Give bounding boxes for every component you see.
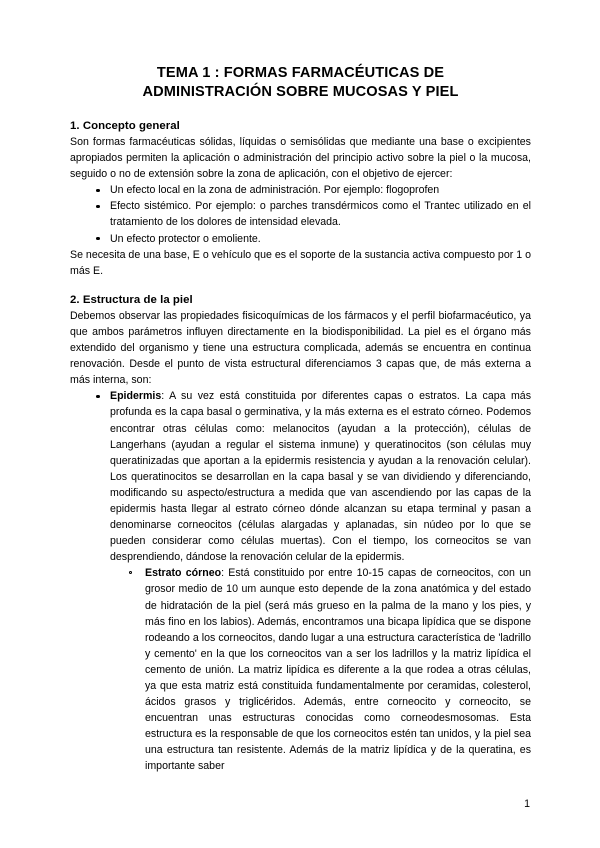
section-1-intro-paragraph: Son formas farmacéuticas sólidas, líquidas o semisólidas que mediante una base o excipientes apropiados permiten la aplicación o administración del principio activo sobre la piel o la mucosa, seguido o no de extensión sobre la zona de aplicación, con el objetivo de ejercer: xyxy=(70,136,531,181)
list-item xyxy=(70,182,531,198)
list-item xyxy=(70,231,531,247)
list-item-text: Un efecto protector o emoliente. xyxy=(110,232,261,245)
bullet-ring-icon xyxy=(129,571,132,574)
bullet-dot-icon xyxy=(96,205,100,209)
bullet-dot-icon xyxy=(96,189,100,193)
section-heading-estructura-de-la-piel: 2. Estructura de la piel xyxy=(70,293,193,306)
section-spacer xyxy=(70,279,531,292)
bullet-dot-icon xyxy=(96,395,100,399)
section-1-bullet-list xyxy=(70,182,531,246)
sub-list-item-label-suffix: : xyxy=(221,567,225,580)
sub-list-item-text: Está constituido por entre 10-15 capas de corneocitos, con un grosor medio de 10 um aunque esto depende de la zona anatómica y del estado de hidratación de la piel (será más grueso en la palma de la mano y los pies, y más fino en los labios). Además, encontramos una bicapa lipídica que se dispone rodeando a los corneocitos, dando lugar a una estructura característica de 'ladrillo y cemento' en la que los corneocitos van a ser los ladrillos y la matriz lipídica el cemento de unión. La matriz lipídica es diferente a la que rodea a otras células, ya que esta matriz está constituida fundamentalmente por ceramidas, colesterol, ácidos grasos y triglicéridos. Además, entre corneocito y corneocito, se encuentran unas estructuras conocidas como corneodesmosomas. Esta estructura es la responsable de que los corneocitos estén tan unidos, y la piel sea una estructura tan resistente. Además de la matriz lipídica y de la queratina, es importante saber xyxy=(145,567,531,773)
section-2-intro-paragraph: Debemos observar las propiedades fisicoquímicas de los fármacos y el perfil biofarmacéutico, ya que ambos parámetros influyen directamente en la biodisponibilidad. La piel es el órgano más extendido del organismo y tiene una estructura complicada, además se encuentra en continua renovación. Desde el punto de vista estructural diferenciamos 3 capas que, de más externa a más interna, son: xyxy=(70,309,531,387)
page-number: 1 xyxy=(524,798,530,810)
list-item-label: Epidermis xyxy=(110,390,162,403)
list-item xyxy=(70,388,531,774)
list-item-text: Efecto sistémico. Por ejemplo: o parches transdérmicos como el Trantec utilizado en el tratamiento de los dolores de intensidad elevada. xyxy=(110,200,531,229)
title-line-1: TEMA 1 : FORMAS FARMACÉUTICAS DE xyxy=(156,65,445,81)
list-item xyxy=(110,565,531,774)
section-1-closing-paragraph: Se necesita de una base, E o vehículo que es el soporte de la sustancia activa compuesto por 1 o más E. xyxy=(70,248,531,277)
sub-list-item-label: Estrato córneo xyxy=(145,567,222,580)
document-body xyxy=(70,64,531,775)
list-item-text: A su vez está constituida por diferentes capas o estratos. La capa más profunda es la capa basal o germinativa, y la más externa es el estrato córneo. Podemos encontrar otras células como: melanocitos (ayudan a la protección), células de Langerhans (ayudan a regular el sistema inmune) y queratinocitos (son células muy queratinizadas que aportan a la epidermis resistencia y ayudan a la renovación celular). Los queratinocitos se desarrollan en la capa basal y se van dividiendo y diferenciando, modificando su aspecto/estructura a medida que van ascendiendo por las capas de la epidermis hasta llegar al estrato córneo dónde alcanzan su etapa terminal y pasan a denominarse corneocitos (células alargadas y aplanadas, sin núdeo por lo que se pueden considerar como células muertas). Con el tiempo, los corneocitos se van desprendiendo, dándose la renovación celular de la epidermis. xyxy=(110,390,531,564)
list-item xyxy=(70,198,531,230)
page-title xyxy=(70,64,531,102)
section-heading-concepto-general: 1. Concepto general xyxy=(70,120,180,132)
list-item-label-suffix: : xyxy=(161,390,165,403)
list-item-text: Un efecto local en la zona de administración. Por ejemplo: flogoprofen xyxy=(110,184,440,197)
section-2-sub-bullet-list xyxy=(110,565,531,774)
section-2-bullet-list xyxy=(70,388,531,774)
bullet-dot-icon xyxy=(96,237,100,241)
title-line-2: ADMINISTRACIÓN SOBRE MUCOSAS Y PIEL xyxy=(142,84,459,100)
